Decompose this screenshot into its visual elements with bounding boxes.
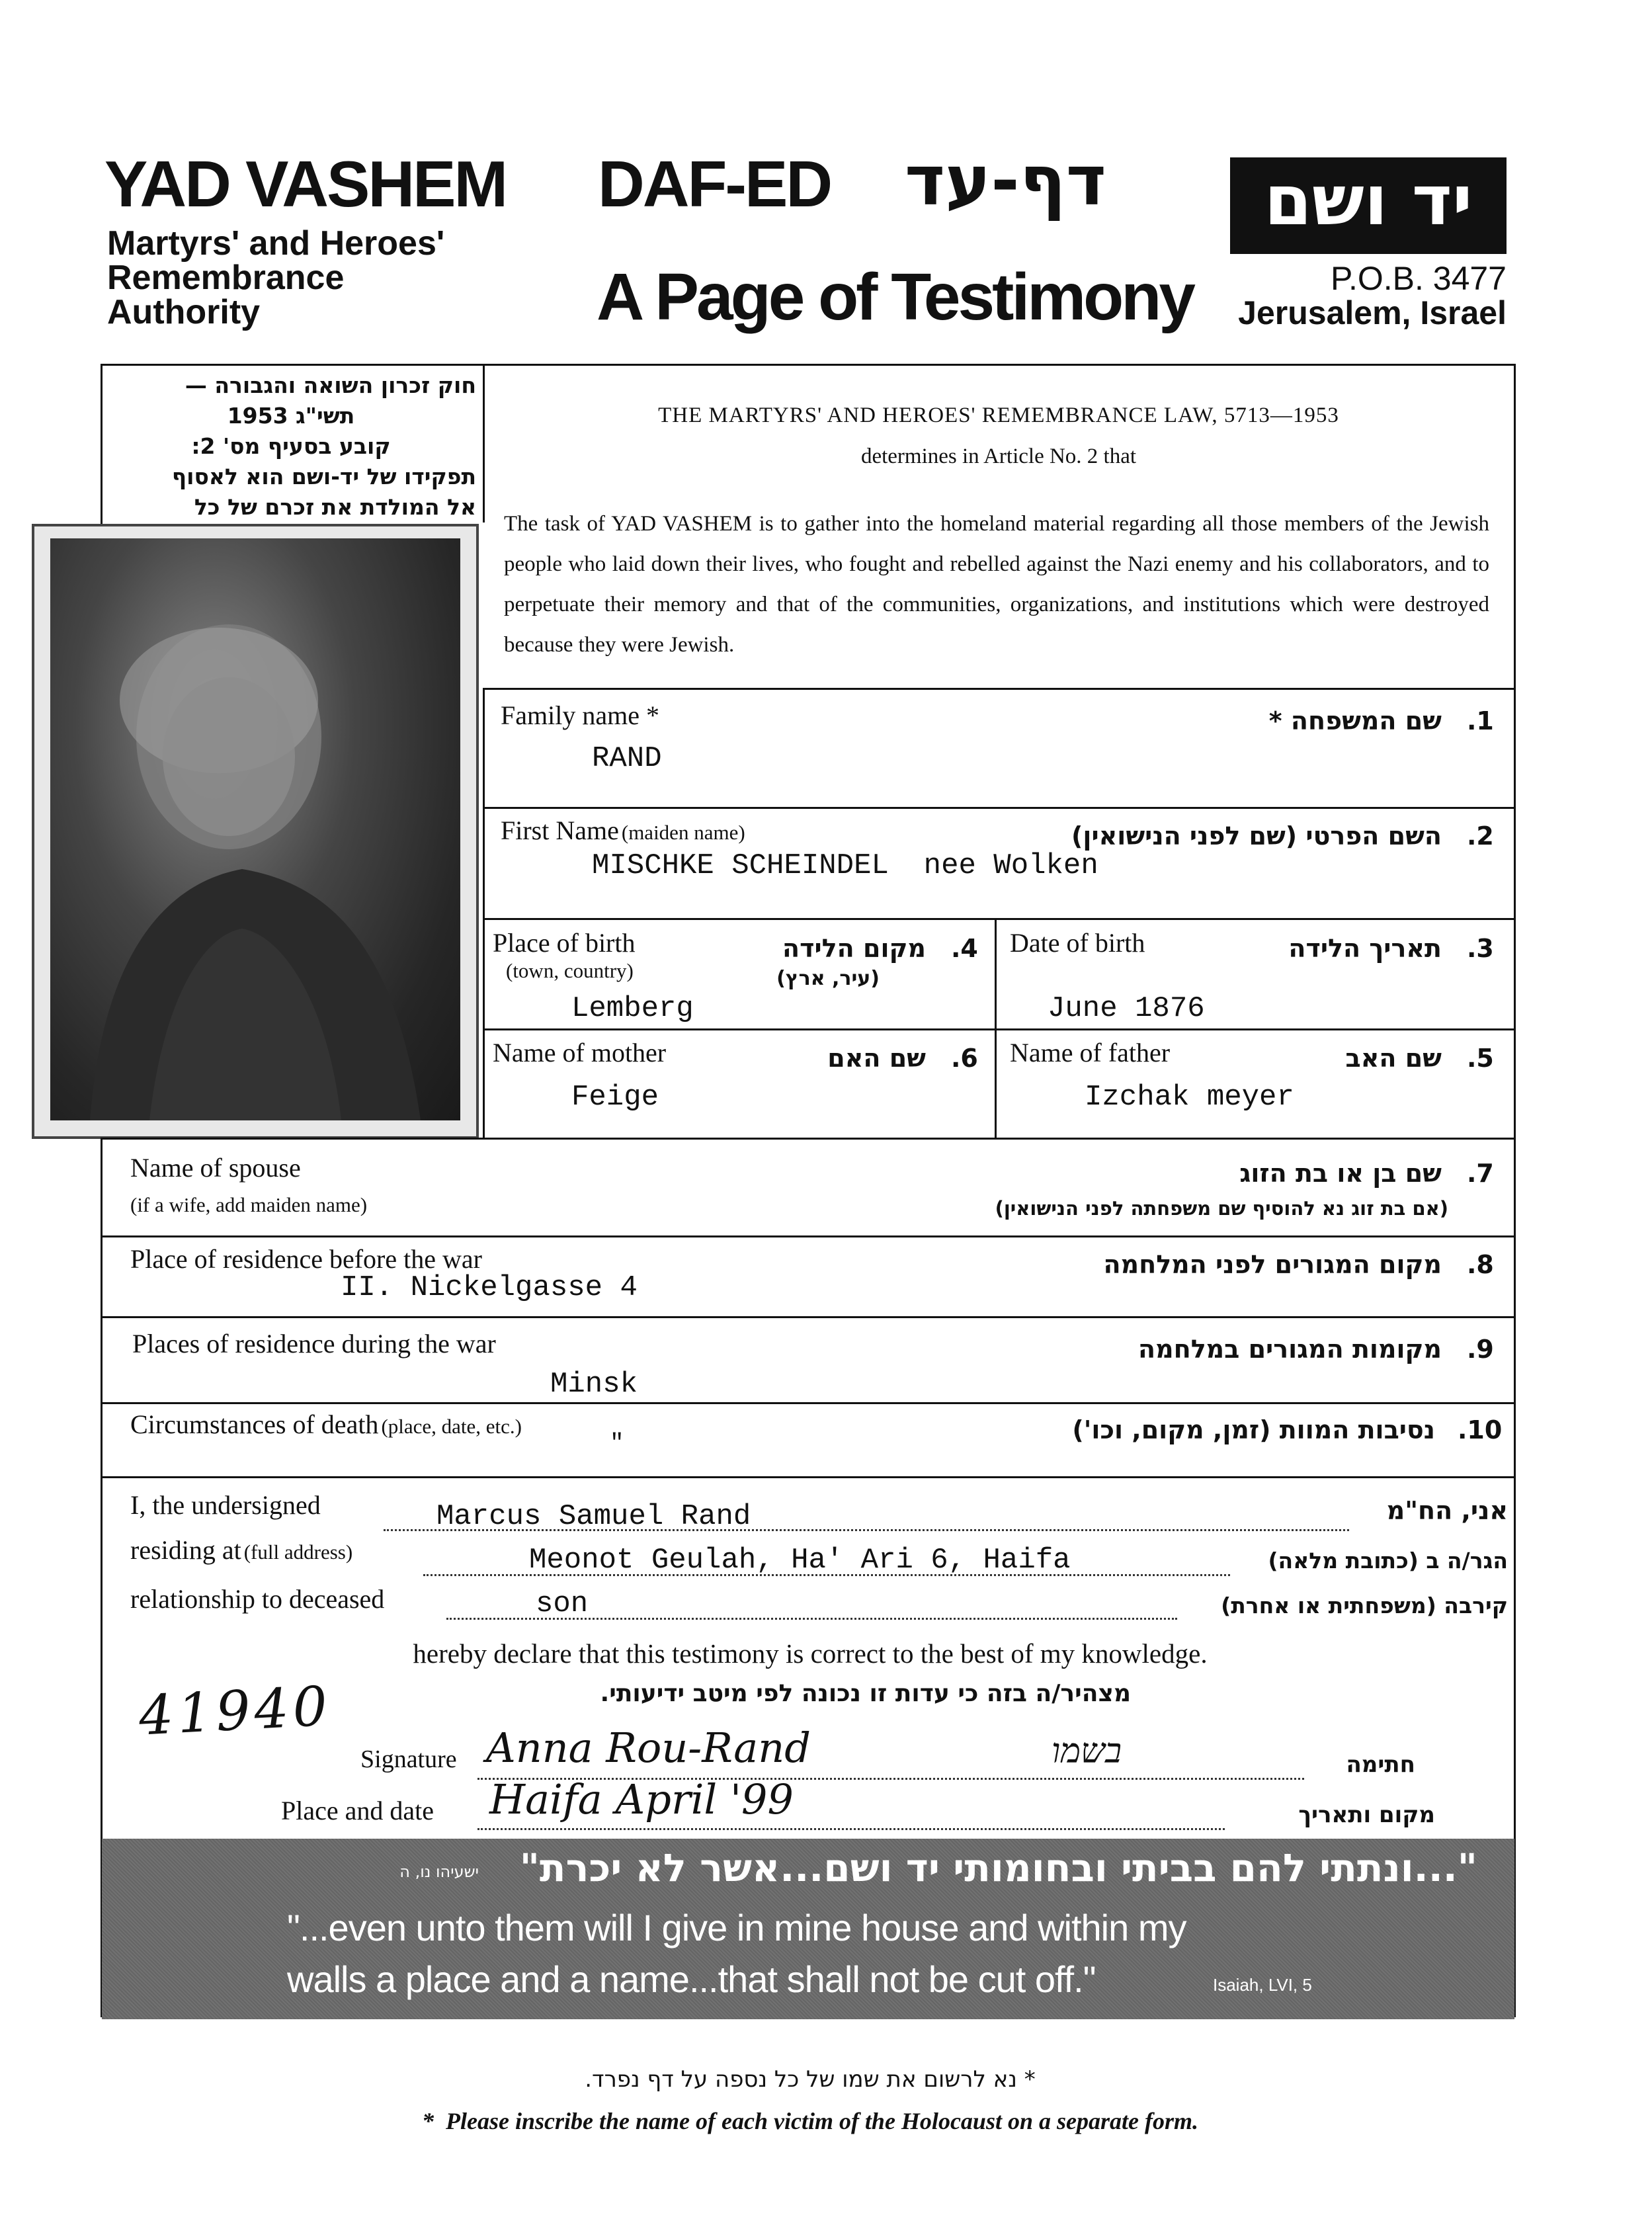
law-subtitle: determines in Article No. 2 that <box>860 444 1137 468</box>
residing-value: Meonot Geulah, Ha' Ari 6, Haifa <box>529 1544 1071 1577</box>
logo-hebrew-text: יד ושם <box>1264 160 1473 241</box>
banner-english-source: Isaiah, LVI, 5 <box>1213 1975 1312 1995</box>
row-number-6: .6 <box>951 1044 978 1073</box>
banner-hebrew-quote: "...ונתתי להם בביתי ובחומותי יד ושם...אשר לא יכרת" <box>519 1845 1477 1890</box>
declaration-top <box>101 1476 1516 1478</box>
po-box: P.O.B. 3477 <box>1331 260 1507 297</box>
yad-vashem-logo <box>1230 157 1507 254</box>
relationship-hebrew: קירבה (משפחתית או אחרת) <box>1221 1593 1508 1618</box>
portrait-silhouette <box>50 538 460 1120</box>
declaration-hebrew: מצהיר/ה בזה כי עדות זו נכונה לפי מיטב ידיעותי. <box>600 1680 1131 1707</box>
place-of-birth-label: Place of birth <box>493 928 636 958</box>
photo-image <box>50 538 460 1120</box>
law-hebrew-line-3: קובע בסעיף מס' 2: <box>191 433 391 459</box>
row-number-8: .8 <box>1467 1250 1494 1279</box>
first-name-hebrew: השם הפרטי (שם לפני הנישואין) <box>1071 821 1442 851</box>
residence-during-value: Minsk <box>550 1368 638 1401</box>
father-hebrew: שם האב <box>1345 1044 1442 1073</box>
place-date-hebrew: מקום ותאריך <box>1298 1802 1435 1828</box>
law-hebrew-line-4: תפקידו של יד-ושם הוא לאסוף <box>171 464 476 489</box>
form-right-border <box>1514 364 1516 2017</box>
row-7-top <box>101 1138 1516 1140</box>
place-of-birth-sublabel: (town, country) <box>506 959 634 982</box>
undersigned-value: Marcus Samuel Rand <box>436 1500 751 1533</box>
signature-hebrew-value: בשמו <box>1052 1732 1122 1771</box>
daf-ed-hebrew: דף-עד <box>905 140 1106 221</box>
residence-before-hebrew: מקום המגורים לפני המלחמה <box>1103 1250 1442 1279</box>
mother-label: Name of mother <box>493 1038 667 1067</box>
residence-before-value: II. Nickelgasse 4 <box>341 1271 638 1304</box>
father-value: Izchak meyer <box>1085 1081 1294 1114</box>
law-hebrew-box <box>106 370 476 523</box>
residing-hebrew: הגר/ה ב (כתובת מלאה) <box>1268 1548 1508 1573</box>
undersigned-hebrew: אני, הח"מ <box>1386 1496 1508 1525</box>
row-2-top <box>483 807 1516 809</box>
row-number-5: .5 <box>1467 1044 1494 1073</box>
date-of-birth-hebrew: תאריך הלידה <box>1288 934 1442 963</box>
banner-english-line-1: "...even unto them will I give in mine house and within my <box>287 1907 1186 1948</box>
death-label: Circumstances of death <box>130 1409 379 1439</box>
residence-during-label: Places of residence during the war <box>132 1329 496 1359</box>
row-number-4: .4 <box>951 934 978 963</box>
family-name-value: RAND <box>592 742 662 775</box>
signature-value: Anna Rou-Rand <box>486 1724 811 1772</box>
spouse-label: Name of spouse <box>130 1153 301 1183</box>
place-of-birth-value: Lemberg <box>571 992 694 1025</box>
father-label: Name of father <box>1010 1038 1171 1067</box>
victim-photo <box>32 524 479 1139</box>
place-of-birth-hebrew-sub: (עיר, ארץ) <box>776 967 880 990</box>
law-body: The task of YAD VASHEM is to gather into the homeland material regarding all those members of the Jewish people who laid down their lives, who fought and rebelled against the Nazi enemy and his collaborators, and to perpetuate their memory and that of the communities, organizations, and institutions which were destroyed because they were Jewish. <box>504 512 1489 657</box>
row-number-9: .9 <box>1467 1335 1494 1364</box>
org-sub-1: Martyrs' and Heroes' <box>107 224 445 263</box>
row-3-top <box>483 918 1516 920</box>
row-5-top <box>483 1028 1516 1030</box>
law-hebrew-box-right <box>483 364 485 523</box>
date-of-birth-value: June 1876 <box>1048 992 1205 1025</box>
death-label-group <box>130 1409 522 1440</box>
death-value: " <box>610 1430 624 1457</box>
spouse-sublabel: (if a wife, add maiden name) <box>130 1193 368 1216</box>
first-name-label-group <box>501 815 745 846</box>
city: Jerusalem, Israel <box>1238 294 1507 331</box>
first-name-label: First Name <box>501 816 619 845</box>
place-date-line <box>477 1828 1225 1830</box>
residing-label-group <box>130 1534 352 1566</box>
row-number-7: .7 <box>1467 1159 1494 1188</box>
place-of-birth-hebrew: מקום הלידה <box>782 934 926 963</box>
quote-banner <box>102 1839 1514 2019</box>
page-title: A Page of Testimony <box>597 260 1193 334</box>
place-date-value: Haifa April '99 <box>489 1775 794 1823</box>
death-sublabel: (place, date, etc.) <box>381 1415 522 1438</box>
family-name-hebrew: שם המשפחה * <box>1268 706 1442 735</box>
law-hebrew-line-5: אל המולדת את זכרם של כל <box>194 494 476 520</box>
mother-value: Feige <box>571 1081 659 1114</box>
first-name-value: MISCHKE SCHEINDEL nee Wolken <box>592 849 1098 882</box>
daf-ed-title: DAF-ED <box>598 147 831 220</box>
org-sub-3: Authority <box>107 293 261 331</box>
mother-hebrew: שם האם <box>827 1044 926 1073</box>
residence-during-hebrew: מקומות המגורים במלחמה <box>1137 1335 1442 1364</box>
law-title: THE MARTYRS' AND HEROES' REMEMBRANCE LAW, 5713—1953 <box>658 403 1339 427</box>
form-top-border <box>101 364 1516 366</box>
footer-english-note: * Please inscribe the name of each victim of the Holocaust on a separate form. <box>422 2108 1198 2134</box>
declaration-text: hereby declare that this testimony is correct to the best of my knowledge. <box>413 1638 1208 1669</box>
signature-label: Signature <box>360 1745 457 1773</box>
law-hebrew-line-1: חוק זכרון השואה והגבורה — <box>185 372 476 398</box>
spouse-hebrew: שם בן או בת הזוג <box>1239 1159 1442 1188</box>
footer-hebrew-note: * נא לרשום את שמו של כל נספה על דף נפרד. <box>585 2066 1036 2093</box>
relationship-value: son <box>536 1587 589 1620</box>
record-number: 41940 <box>137 1675 333 1748</box>
law-hebrew-line-2: תשי"ג 1953 <box>227 403 355 429</box>
residence-before-label: Place of residence before the war <box>130 1244 482 1274</box>
row-1-top <box>483 688 1516 690</box>
row-10-top <box>101 1402 1516 1404</box>
first-name-sublabel: (maiden name) <box>621 821 745 844</box>
org-name: YAD VASHEM <box>104 147 507 220</box>
residing-label: residing at <box>130 1535 241 1565</box>
family-name-label: Family name * <box>501 700 659 730</box>
banner-hebrew-source: ישעיהו נו, ה <box>399 1862 479 1881</box>
birth-divider <box>995 918 997 1138</box>
org-sub-2: Remembrance <box>107 259 345 297</box>
residing-sublabel: (full address) <box>243 1540 353 1564</box>
row-8-top <box>101 1235 1516 1237</box>
place-date-label: Place and date <box>281 1796 434 1825</box>
relationship-label: relationship to deceased <box>130 1584 385 1614</box>
signature-hebrew: חתימה <box>1346 1751 1415 1778</box>
spouse-hebrew-sub: (אם בת זוג נא להוסיף שם משפחתה לפני הנישואין) <box>995 1197 1448 1220</box>
row-number-3: .3 <box>1467 934 1494 963</box>
death-hebrew: נסיבות המוות (זמן, מקום, וכו') <box>1072 1415 1435 1444</box>
row-number-1: .1 <box>1467 706 1494 735</box>
row-9-top <box>101 1316 1516 1318</box>
row-number-2: .2 <box>1467 821 1494 851</box>
row-number-10: .10 <box>1458 1415 1503 1444</box>
undersigned-label: I, the undersigned <box>130 1490 321 1520</box>
date-of-birth-label: Date of birth <box>1010 928 1145 958</box>
header <box>0 0 1652 357</box>
main-column-left <box>483 688 485 1138</box>
banner-english-line-2: walls a place and a name...that shall not be cut off." <box>287 1958 1096 2000</box>
